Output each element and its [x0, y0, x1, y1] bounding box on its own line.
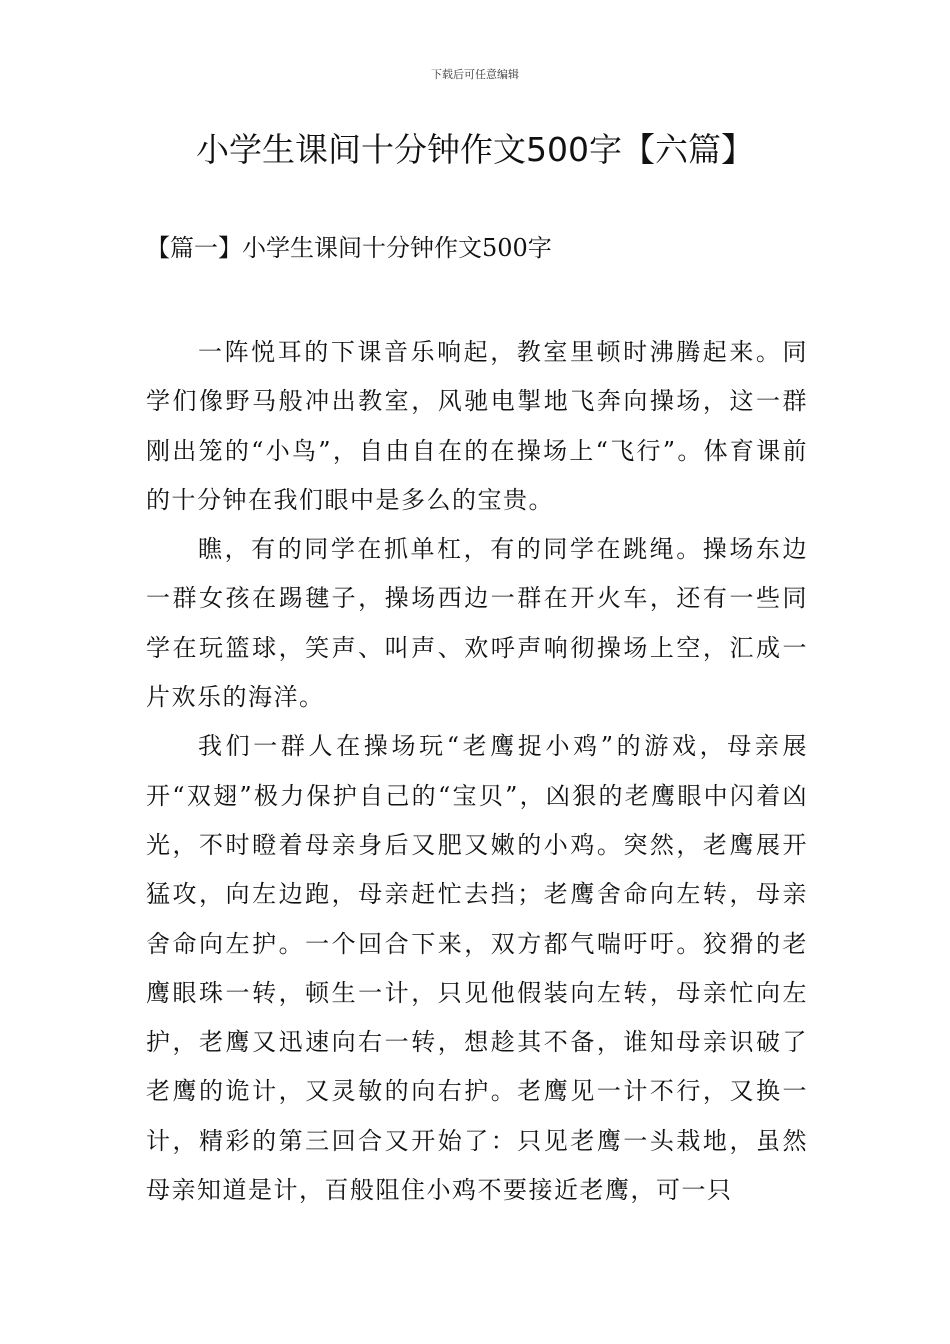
paragraph-3: 我们一群人在操场玩“老鹰捉小鸡”的游戏，母亲展开“双翅”极力保护自己的“宝贝”，凶狠的老鹰眼中闪着凶光，不时瞪着母亲身后又肥又嫩的小鸡。突然，老鹰展开猛攻，向左边跑，母亲赶忙去挡；老鹰舍命向左转，母亲舍命向左护。一个回合下来，双方都气喘吁吁。狡猾的老鹰眼珠一转，顿生一计，只见他假装向左转，母亲忙向左护，老鹰又迅速向右一转，想趁其不备，谁知母亲识破了老鹰的诡计，又灵敏的向右护。老鹰见一计不行，又换一计，精彩的第三回合又开始了：只见老鹰一头栽地，虽然母亲知道是计，百般阻住小鸡不要接近老鹰，可一只 [146, 732, 808, 1205]
section-heading: 【篇一】小学生课间十分钟作文500字 [146, 234, 552, 262]
paragraph-1: 一阵悦耳的下课音乐响起，教室里顿时沸腾起来。同学们像野马般冲出教室，风驰电掣地飞奔向操场，这一群刚出笼的“小鸟”，自由自在的在操场上“飞行”。体育课前的十分钟在我们眼中是多么的宝贵。 [146, 338, 808, 514]
paragraph-2: 瞧，有的同学在抓单杠，有的同学在跳绳。操场东边一群女孩在踢毽子，操场西边一群在开火车，还有一些同学在玩篮球，笑声、叫声、欢呼声响彻操场上空，汇成一片欢乐的海洋。 [146, 535, 808, 712]
essay-body [146, 328, 808, 1215]
document-title: 小学生课间十分钟作文500字【六篇】 [196, 130, 754, 169]
page-header-note: 下载后可任意编辑 [431, 68, 519, 81]
